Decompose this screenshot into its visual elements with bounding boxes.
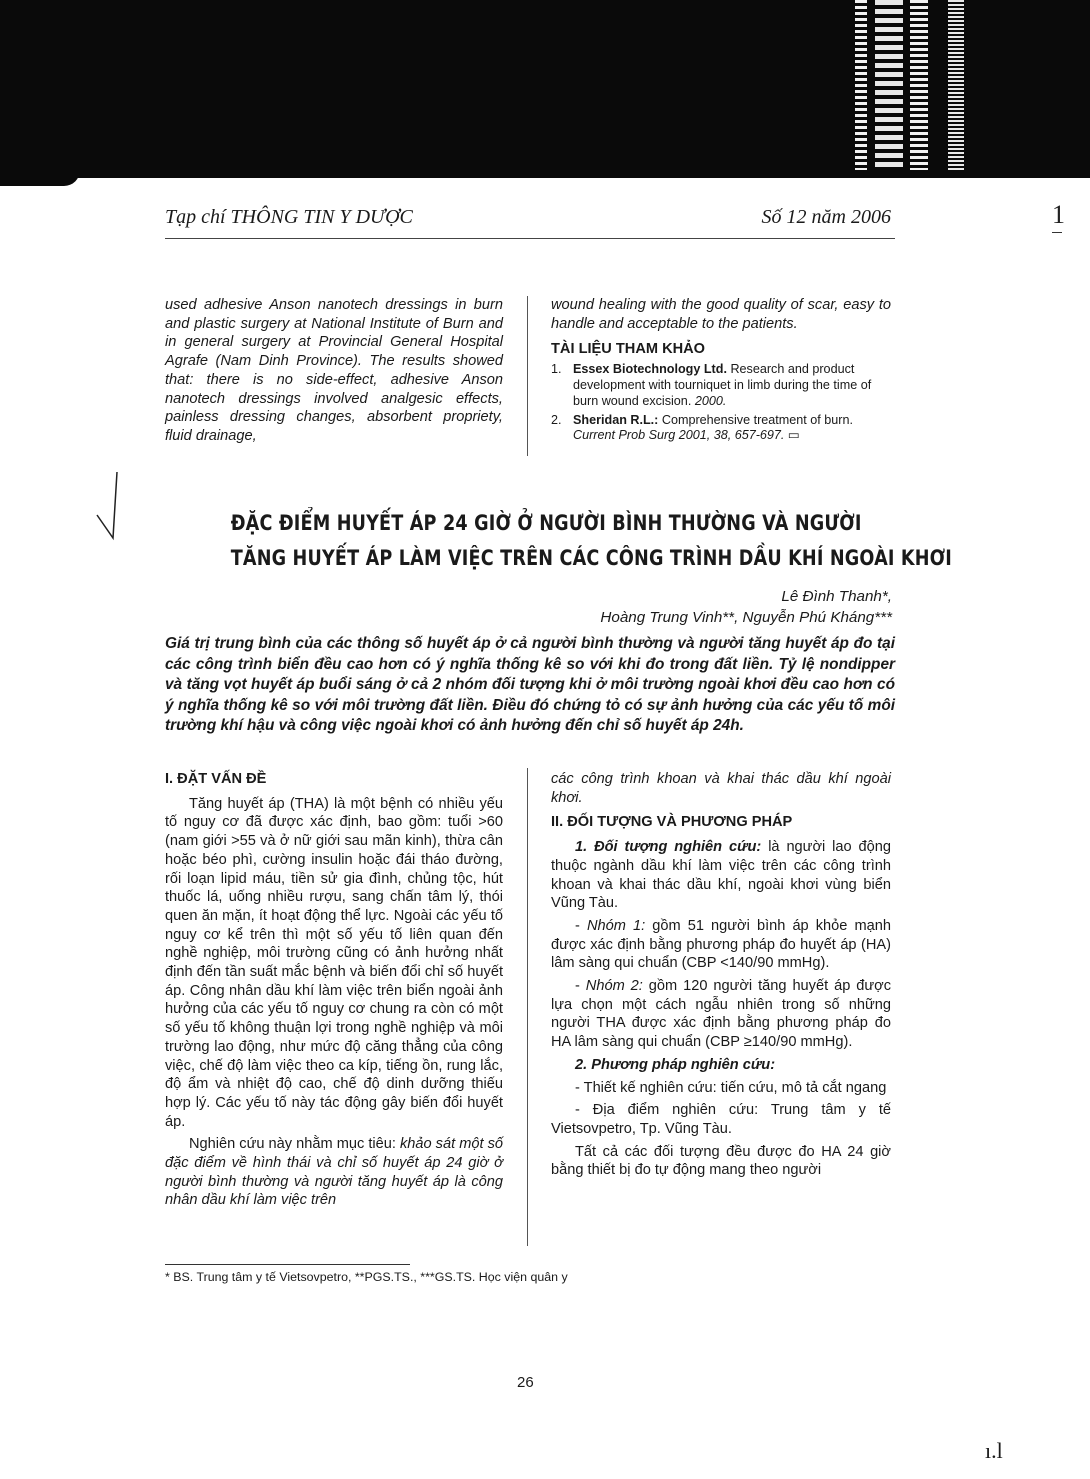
english-abstract-conclusion: wound healing with the good quality of scar, easy to handle and acceptable to the patients. — [551, 297, 891, 332]
reference-item — [551, 362, 891, 409]
scan-border-corner — [1055, 0, 1090, 178]
group-description: gồm 51 người bình áp khỏe mạnh được xác định bằng phương pháp đo huyết áp (HA) lâm sàng qui chuẩn (CBP <140/90 mmHg). — [551, 917, 892, 972]
edge-page-mark: 1 — [1052, 200, 1065, 229]
reference-text: Research and product development with tourniquet in limb during the time of burn wound excision. — [573, 362, 872, 408]
references-column — [551, 296, 891, 444]
subsection-heading: 2. Phương pháp nghiên cứu: — [575, 1056, 776, 1073]
barcode-strip — [910, 0, 928, 170]
journal-name: Tạp chí THÔNG TIN Y DƯỢC — [165, 206, 413, 228]
author-line: Hoàng Trung Vinh**, Nguyễn Phú Kháng*** — [600, 609, 892, 626]
section-heading: I. ĐẶT VẤN ĐỀ — [165, 771, 267, 787]
scan-artifact-mark: ı.l — [985, 1438, 1003, 1463]
left-column — [165, 770, 503, 1210]
column-divider — [527, 768, 528, 1246]
objective-continued: các công trình khoan và khai thác dầu khí ngoài khơi. — [551, 771, 891, 806]
english-abstract-continued — [165, 296, 503, 446]
handwritten-check-icon — [95, 470, 125, 550]
reference-source: Current Prob Surg 2001, 38, 657-697. — [573, 428, 785, 443]
objective-text: khảo sát một số đặc điểm về hình thái và chỉ số huyết áp 24 giờ ở người bình thường và người tăng huyết áp là công nhân dầu khí làm việc trên — [165, 1136, 503, 1209]
reference-author: Sheridan R.L.: — [573, 412, 659, 427]
footnote: * BS. Trung tâm y tế Vietsovpetro, **PGS.TS., ***GS.TS. Học viện quân y — [165, 1270, 568, 1284]
running-header — [165, 206, 895, 239]
body-paragraph: - Địa điểm nghiên cứu: Trung tâm y tế Vietsovpetro, Tp. Vũng Tàu. — [551, 1102, 891, 1137]
subsection-heading: 1. Đối tượng nghiên cứu: — [575, 839, 762, 856]
end-mark-icon: ▭ — [784, 428, 800, 443]
body-paragraph: Tăng huyết áp (THA) là một bệnh có nhiều yếu tố nguy cơ đã được xác định, bao gồm: tuổi >60 (nam giới >55 và ở nữ giới sau mãn kinh), thừa cân hoặc béo phì, cường insulin hoặc đái tháo đường, rối loạn lipid máu, tiền sử gia đình, chủng tộc, hút thuốc lá, uống nhiều rượu, sang chấn tâm lý, thói quen ăn mặn, ít hoạt động thể lực. Ngoài các yếu tố nguy cơ kể trên thì một số yếu tố liên quan đến nghề nghiệp, môi trường cũng có ảnh hưởng nhất định đến tần suất mắc bệnh và biến đổi chỉ số huyết áp. Công nhân dầu khí làm việc trên biển ngoài ảnh hưởng của các yếu tố nguy cơ chung ra còn có một số yếu tố không thuận lợi trong nghề nghiệp và môi trường lao động, như mức độ căng thẳng của công việc, chế độ làm việc theo ca kíp, tiếng ồn, rung lắc, độ ẩm và nhiệt độ cao, chế độ dinh dưỡng thiếu hợp lý. Các yếu tố này tác động gây biến đổi huyết áp. — [165, 795, 503, 1130]
body-paragraph: - Thiết kế nghiên cứu: tiến cứu, mô tả cắt ngang — [575, 1079, 887, 1096]
author-line: Lê Đình Thanh*, — [781, 588, 892, 605]
right-column — [551, 770, 891, 1180]
group-label: Nhóm 2: — [585, 978, 643, 995]
reference-text: Comprehensive treatment of burn. — [658, 412, 853, 427]
references-heading: TÀI LIỆU THAM KHẢO — [551, 341, 706, 358]
barcode-strip — [855, 0, 867, 170]
title-line: TĂNG HUYẾT ÁP LÀM VIỆC TRÊN CÁC CÔNG TRÌNH DẦU KHÍ NGOÀI KHƠI — [230, 546, 952, 571]
body-paragraph: - Nhóm 2: gồm 120 người tăng huyết áp được lựa chọn một cách ngẫu nhiên trong số những người THA được xác định bằng phương pháp đo HA lâm sàng qui chuẩn (CBP ≥140/90 mmHg). — [551, 978, 891, 1051]
english-abstract-text: used adhesive Anson nanotech dressings in burn and plastic surgery at National Institute of Burn and in general surgery at Provincial General Hospital Agrafe (Nam Dinh Province). The results showed that: there is no side-effect, adhesive Anson nanotech dressings involved analgesic effects, painless dressing changes, absorbent propriety, fluid drainage, — [165, 297, 503, 444]
reference-author: Essex Biotechnology Ltd. — [573, 362, 727, 377]
reference-number: 2. — [551, 412, 562, 427]
objective-lead: Nghiên cứu này nhằm mục tiêu: — [189, 1136, 400, 1153]
group-description: gồm 120 người tăng huyết áp được lựa chọn một cách ngẫu nhiên trong số những người THA được xác định bằng phương pháp đo HA lâm sàng qui chuẩn (CBP ≥140/90 mmHg). — [551, 978, 891, 1051]
reference-source: 2000. — [694, 393, 727, 408]
barcode-strip — [875, 0, 903, 170]
author-list — [600, 586, 892, 628]
subject-description: là người lao động thuộc ngành dầu khí làm việc trên các công trình khoan và khai thác dầu khí, ngoài khơi vùng biển Vũng Tàu. — [551, 839, 891, 912]
title-line: ĐẶC ĐIỂM HUYẾT ÁP 24 GIỜ Ở NGƯỜI BÌNH THƯỜNG VÀ NGƯỜI — [230, 511, 862, 536]
issue-number: Số 12 năm 2006 — [761, 206, 891, 228]
vietnamese-abstract: Giá trị trung bình của các thông số huyết áp ở cả người bình thường và người tăng huyết áp đo tại các công trình biển đều cao hơn có ý nghĩa thống kê so với khi đo trong đất liền. Tỷ lệ nondipper và tăng vọt huyết áp buổi sáng ở cả 2 nhóm đối tượng khi ở môi trường ngoài khơi đều cao hơn có ý nghĩa thống kê so với môi trường đất liền. Điều đó chứng tỏ có sự ảnh hưởng của các yếu tố môi trường khí hậu và công việc ngoài khơi có ảnh hưởng đến chỉ số huyết áp 24h. — [165, 635, 895, 735]
body-paragraph — [165, 1135, 503, 1210]
footnote-rule — [165, 1264, 410, 1265]
body-paragraph: - Nhóm 1: gồm 51 người bình áp khỏe mạnh được xác định bằng phương pháp đo huyết áp (HA) lâm sàng qui chuẩn (CBP <140/90 mmHg). — [551, 917, 892, 972]
column-divider — [527, 296, 528, 456]
article-title — [230, 506, 952, 576]
body-paragraph: Tất cả các đối tượng đều được đo HA 24 giờ bằng thiết bị đo tự động mang theo người — [551, 1143, 891, 1179]
section-heading: II. ĐỐI TƯỢNG VÀ PHƯƠNG PHÁP — [551, 814, 793, 831]
scan-border-edge — [0, 170, 80, 186]
page-number: 26 — [517, 1374, 534, 1391]
reference-item — [551, 413, 891, 445]
reference-number: 1. — [551, 362, 562, 377]
body-paragraph — [551, 838, 891, 913]
group-label: Nhóm 1: — [586, 917, 646, 934]
edge-mark-rule — [1052, 232, 1062, 233]
barcode-strip — [948, 0, 964, 170]
